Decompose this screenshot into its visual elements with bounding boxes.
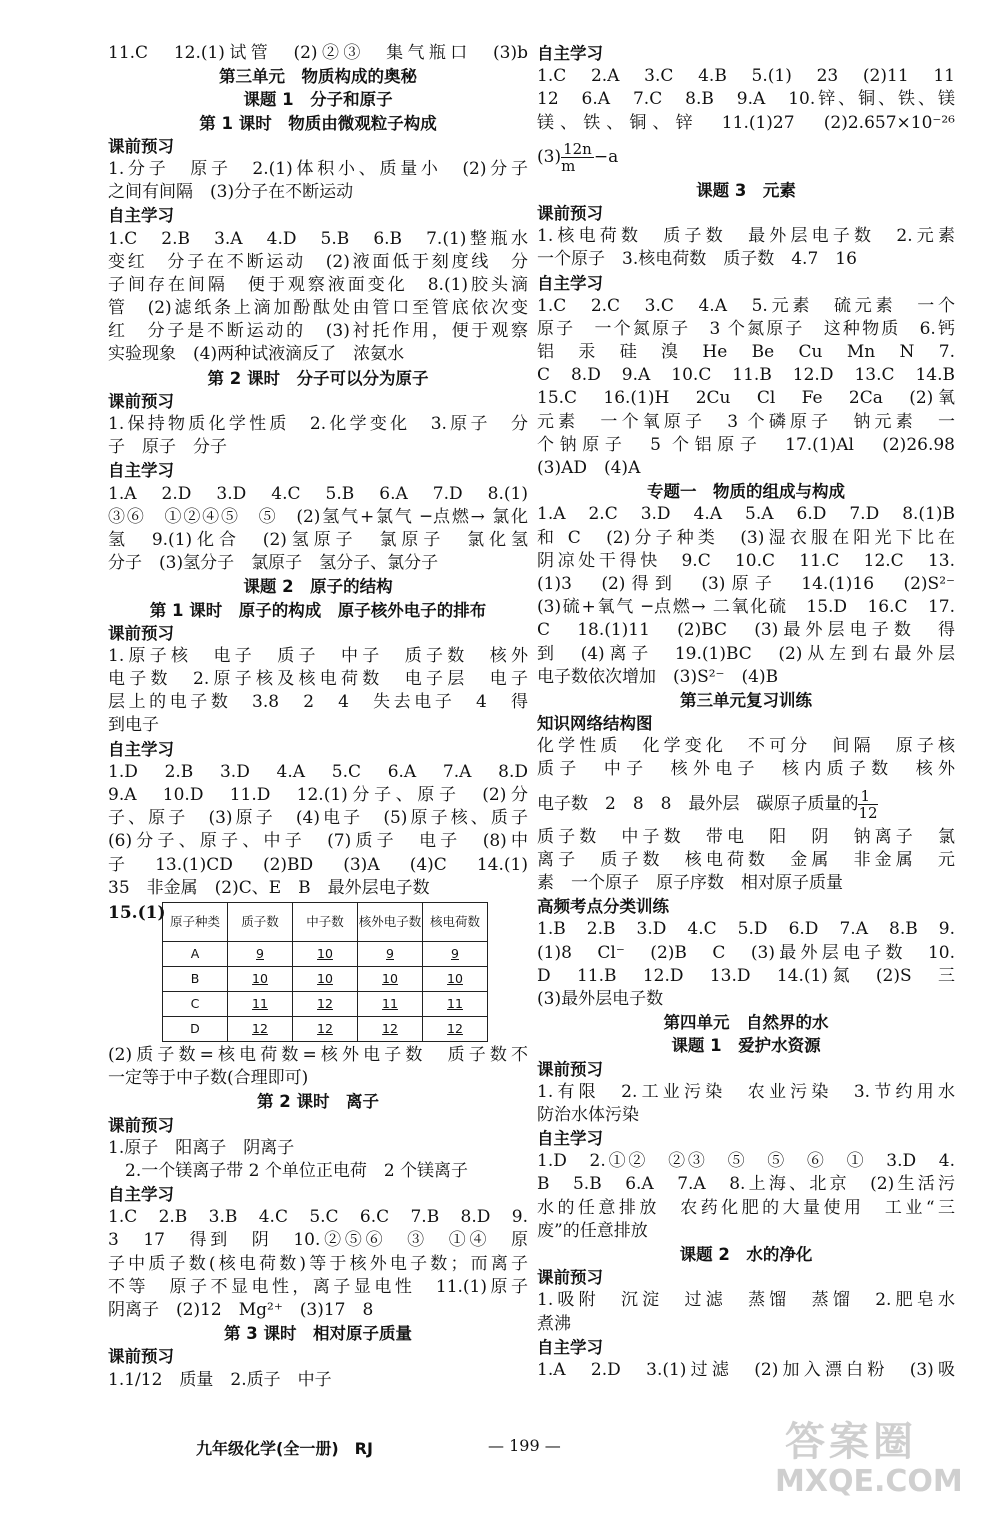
section-heading: 第 1 课时 原子的构成 原子核外电子的排布: [149, 600, 487, 620]
answer-line: 电子数 2.原子核及核电荷数 电子层 电子: [108, 669, 528, 690]
table-value: 10: [382, 971, 398, 987]
table-header-cell: 核电荷数: [423, 902, 488, 941]
table-value: 12: [317, 1021, 333, 1037]
fraction-denominator: m: [561, 156, 576, 175]
fraction-denominator: 12: [858, 803, 878, 822]
table-row: [163, 941, 488, 966]
answer-line: 1.原子 阳离子 阴离子: [108, 1137, 295, 1158]
table-cell: [293, 941, 358, 966]
fraction: [561, 141, 594, 174]
table-cell: [228, 941, 293, 966]
subsection-label: 自主学习: [537, 273, 603, 293]
table-row: [163, 991, 488, 1016]
answer-line: 铝 汞 硅 溴 He Be Cu Mn N 7.: [537, 342, 955, 363]
table-value: 10: [252, 971, 268, 987]
answer-line: 子 原子 分子: [108, 437, 227, 458]
table-row: [163, 1016, 488, 1041]
watermark: [775, 1410, 990, 1505]
answer-line: 1.C 2.C 3.C 4.A 5.元素 硫元素 一个: [537, 295, 955, 316]
table-row: [163, 966, 488, 991]
footer-title: 九年级化学(全一册) RJ: [196, 1439, 373, 1458]
section-heading: 课题 1 爱护水资源: [671, 1036, 821, 1056]
answer-line: 1.1/12 质量 2.质子 中子: [108, 1369, 332, 1390]
subsection-label: 知识网络结构图: [537, 714, 653, 734]
table-cell: [423, 991, 488, 1016]
fraction-line: [537, 135, 955, 179]
subsection-label: 自主学习: [108, 461, 174, 481]
table-cell: [293, 1016, 358, 1041]
section-heading: 课题 2 水的净化: [679, 1245, 813, 1264]
answer-line: 电子数依次增加 (3)S²⁻ (4)B: [537, 666, 779, 687]
answer-line: (6)分子、原子、中子 (7)质子 电子 (8)中: [108, 831, 528, 852]
section-heading: 第三单元复习训练: [680, 690, 812, 710]
table-cell: [423, 1016, 488, 1041]
answer-line: 15.C 16.(1)H 2Cu Cl Fe 2Ca (2)氧: [537, 388, 955, 409]
answer-line: 2.一个镁离子带 2 个单位正电荷 2 个镁离子: [108, 1160, 469, 1181]
section-heading: 第四单元 自然界的水: [663, 1013, 829, 1033]
answer-line: 素 一个原子 原子序数 相对原子质量: [537, 873, 843, 893]
answer-line: 9.A 10.D 11.D 12.(1)分子、原子 (2)分: [108, 785, 528, 805]
table-value: 12: [447, 1021, 463, 1037]
section-heading: 第 2 课时 分子可以分为原子: [207, 368, 429, 388]
answer-line: 原子 一个氮原子 3 个氮原子 这种物质 6.钙: [537, 318, 955, 339]
table-header-row: [163, 902, 488, 941]
answer-line: 水的任意排放 农药化肥的大量使用 工业“三: [537, 1197, 955, 1218]
answer-line: 之间有间隔 (3)分子在不断运动: [108, 182, 354, 203]
answer-line: 1.保持物质化学性质 2.化学变化 3.原子 分: [108, 414, 528, 434]
section-heading: 第三单元 物质构成的奥秘: [219, 67, 417, 87]
subsection-label: 自主学习: [108, 206, 174, 226]
table-header-cell: 原子种类: [163, 902, 228, 941]
table-value: 10: [317, 946, 333, 962]
answer-line: 11.C 12.(1)试管 (2)②③ 集气瓶口 (3)b: [108, 43, 528, 63]
subsection-label: 高频考点分类训练: [537, 897, 669, 917]
table-value: 9: [386, 946, 394, 962]
table-cell: [228, 991, 293, 1016]
answer-line: C 8.D 9.A 10.C 11.B 12.D 13.C 14.B: [537, 365, 955, 386]
answer-table-block: [108, 902, 528, 1042]
answer-line: (3)硫+氧气 ─点燃→ 二氧化硫 15.D 16.C 17.: [537, 597, 955, 618]
section-heading: 第 3 课时 相对原子质量: [224, 1324, 412, 1344]
answer-line: 和 C (2)分子种类 (3)湿衣服在阳光下比在: [537, 527, 955, 548]
watermark-text: 答案圈: [785, 1419, 917, 1465]
section-heading: 第 2 课时 离子: [257, 1092, 379, 1112]
answer-line: (1)3 (2)得到 (3)原子 14.(1)16 (2)S²⁻: [537, 573, 955, 594]
answer-line: ③⑥ ①②④⑤ ⑤ (2)氢气+氯气 ─点燃→ 氯化: [108, 506, 528, 527]
table-header-cell: 核外电子数: [358, 902, 423, 941]
answer-line: 管 (2)滤纸条上滴加酚酞处由管口至管底依次变: [108, 298, 528, 319]
section-heading: 课题 1 分子和原子: [243, 90, 393, 110]
watermark-url: MXQE.COM: [775, 1464, 963, 1499]
section-heading: 课题 2 原子的结构: [243, 577, 393, 597]
answer-line: 子、原子 (3)原子 (4)电子 (5)原子核、质子: [108, 808, 528, 829]
answer-line: (3)最外层电子数: [537, 988, 664, 1009]
answer-line: 3 17 得到 阴 10.②⑤⑥ ③ ①④ 原: [108, 1230, 528, 1251]
subsection-label: 课前预习: [108, 1115, 174, 1135]
answer-line: 1.C 2.B 3.A 4.D 5.B 6.B 7.(1)整瓶水: [108, 228, 528, 249]
answer-line: C 18.(1)11 (2)BC (3)最外层电子数 得: [537, 620, 955, 641]
answer-line: 到电子: [108, 715, 159, 736]
left-column: [108, 42, 528, 1392]
table-value: 11: [252, 996, 268, 1012]
answer-line: 1.B 2.B 3.D 4.C 5.D 6.D 7.A 8.B 9.: [537, 919, 955, 940]
answer-line: 子间存在间隔 便于观察液面变化 8.(1)胶头滴: [108, 274, 528, 295]
answer-line: 一定等于中子数(合理即可): [108, 1068, 309, 1089]
fraction-suffix: −a: [593, 146, 619, 167]
table-cell: D: [163, 1016, 228, 1041]
answer-line: 红 分子是不断运动的 (3)衬托作用，便于观察: [108, 321, 528, 342]
answer-line: 质子 中子 核外电子 核内质子数 核外: [537, 759, 955, 780]
subsection-label: 自主学习: [108, 1185, 174, 1205]
table-cell: [358, 1016, 423, 1041]
table-cell: [423, 941, 488, 966]
table-cell: [293, 991, 358, 1016]
table-value: 9: [256, 946, 264, 962]
subsection-label: 课前预习: [108, 136, 174, 156]
answer-line: 个钠原子 5 个铝原子 17.(1)Al (2)26.98: [537, 434, 955, 455]
fraction: [858, 788, 877, 821]
answer-line: 1.A 2.C 3.D 4.A 5.A 6.D 7.D 8.(1)B: [537, 504, 955, 525]
table-value: 11: [382, 996, 398, 1012]
answer-line: 防治水体污染: [537, 1104, 639, 1125]
subsection-label: 自主学习: [537, 44, 603, 63]
answer-line: 废”的任意排放: [537, 1220, 648, 1241]
answer-line: 实验现象 (4)两种试液滴反了 浓氨水: [108, 344, 405, 365]
answer-line: (2)质子数=核电荷数=核外电子数 质子数不: [108, 1044, 528, 1065]
section-heading: 专题一 物质的组成与构成: [647, 482, 845, 502]
answer-line: 1.A 2.D 3.(1)过滤 (2)加入漂白粉 (3)吸: [537, 1359, 955, 1380]
fraction-numerator: 12n: [563, 139, 592, 158]
answer-line: D 11.B 12.D 13.D 14.(1)氮 (2)S 三: [537, 965, 955, 986]
table-cell: [423, 966, 488, 991]
subsection-label: 课前预习: [108, 391, 174, 411]
table-cell: A: [163, 941, 228, 966]
subsection-label: 课前预习: [108, 1347, 174, 1367]
answer-line: 1.A 2.D 3.D 4.C 5.B 6.A 7.D 8.(1): [108, 483, 528, 504]
answer-line: 子 13.(1)CD (2)BD (3)A (4)C 14.(1): [108, 854, 528, 875]
answer-line: 变红 分子在不断运动 (2)液面低于刻度线 分: [108, 251, 528, 272]
answer-line: 1.核电荷数 质子数 最外层电子数 2.元素: [537, 226, 955, 247]
answer-line: 不等 原子不显电性，离子显电性 11.(1)原子: [108, 1276, 528, 1297]
answer-line: 化学性质 化学变化 不可分 间隔 原子核: [537, 736, 955, 757]
table-value: 10: [447, 971, 463, 987]
fraction-numerator: 1: [858, 788, 877, 805]
subsection-label: 课前预习: [537, 203, 603, 223]
subsection-label: 课前预习: [108, 623, 174, 643]
answer-line: 35 非金属 (2)C、E B 最外层电子数: [108, 877, 430, 898]
fraction-prefix: (3): [537, 146, 562, 167]
table-value: 11: [447, 996, 463, 1012]
answer-line: 层上的电子数 3.8 2 4 失去电子 4 得: [108, 692, 528, 713]
subsection-label: 自主学习: [537, 1129, 603, 1149]
answer-line: 质子数 中子数 带电 阳 阴 钠离子 氯: [537, 826, 955, 847]
table-cell: [293, 966, 358, 991]
answer-line: 1.分子 原子 2.(1)体积小、质量小 (2)分子: [108, 158, 528, 179]
table-cell: [358, 941, 423, 966]
atom-table: [162, 902, 488, 1042]
answer-table-label: 15.(1): [108, 902, 166, 923]
table-cell: [358, 966, 423, 991]
table-value: 12: [382, 1021, 398, 1037]
answer-line: (3)AD (4)A: [537, 458, 641, 478]
answer-line: 离子 质子数 核电荷数 金属 非金属 元: [537, 849, 955, 870]
answer-line: 元素 一个氧原子 3 个磷原子 钠元素 一: [537, 411, 955, 432]
table-cell: [228, 1016, 293, 1041]
table-cell: B: [163, 966, 228, 991]
subsection-label: 课前预习: [537, 1268, 603, 1288]
answer-line: 阴凉处干得快 9.C 10.C 11.C 12.C 13.: [537, 550, 955, 571]
section-heading: 第 1 课时 物质由微观粒子构成: [199, 113, 437, 133]
answer-line: 氢 9.(1)化合 (2)氢原子 氯原子 氯化氢: [108, 529, 528, 550]
answer-line: 1.吸附 沉淀 过滤 蒸馏 蒸馏 2.肥皂水: [537, 1290, 955, 1311]
section-heading: 课题 3 元素: [696, 180, 796, 200]
answer-line: 1.D 2.①② ②③ ⑤ ⑤ ⑥ ① 3.D 4.: [537, 1151, 955, 1172]
table-value: 9: [451, 946, 459, 962]
table-cell: [358, 991, 423, 1016]
table-value: 10: [317, 971, 333, 987]
table-value: 12: [252, 1021, 268, 1037]
answer-line: 阴离子 (2)12 Mg²⁺ (3)17 8: [108, 1300, 374, 1320]
answer-line: 1.C 2.A 3.C 4.B 5.(1) 23 (2)11 11: [537, 66, 955, 87]
answer-line: 1.C 2.B 3.B 4.C 5.C 6.C 7.B 8.D 9.: [108, 1207, 528, 1228]
answer-line: 子中质子数(核电荷数)等于核外电子数；而离子: [108, 1253, 528, 1274]
subsection-label: 自主学习: [537, 1337, 603, 1357]
right-column: [537, 42, 955, 1382]
page-number: — 199 —: [488, 1436, 561, 1455]
fraction-line: [537, 782, 955, 826]
answer-line: (1)8 Cl⁻ (2)B C (3)最外层电子数 10.: [537, 942, 955, 963]
answer-line: 到 (4)离子 19.(1)BC (2)从左到右最外层: [537, 643, 955, 664]
answer-line: 一个原子 3.核电荷数 质子数 4.7 16: [537, 249, 857, 270]
answer-line: 分子 (3)氢分子 氯原子 氢分子、氯分子: [108, 553, 439, 574]
subsection-label: 自主学习: [108, 739, 174, 759]
answer-line: 镁、铁、铜、锌 11.(1)27 (2)2.657×10⁻²⁶: [537, 112, 955, 133]
subsection-label: 课前预习: [537, 1059, 603, 1079]
table-header-cell: 中子数: [293, 902, 358, 941]
answer-line: 1.有限 2.工业污染 农业污染 3.节约用水: [537, 1081, 955, 1102]
answer-line: 1.原子核 电子 质子 中子 质子数 核外: [108, 645, 528, 666]
table-cell: C: [163, 991, 228, 1016]
table-header-cell: 质子数: [228, 902, 293, 941]
answer-line: 煮沸: [537, 1313, 571, 1334]
answer-line: 1.D 2.B 3.D 4.A 5.C 6.A 7.A 8.D: [108, 761, 528, 782]
table-value: 12: [317, 996, 333, 1012]
fraction-prefix: 电子数 2 8 8 最外层 碳原子质量的: [537, 793, 859, 814]
table-cell: [228, 966, 293, 991]
answer-line: 12 6.A 7.C 8.B 9.A 10.锌、铜、铁、镁: [537, 89, 955, 110]
answer-line: B 5.B 6.A 7.A 8.上海、北京 (2)生活污: [537, 1174, 955, 1195]
